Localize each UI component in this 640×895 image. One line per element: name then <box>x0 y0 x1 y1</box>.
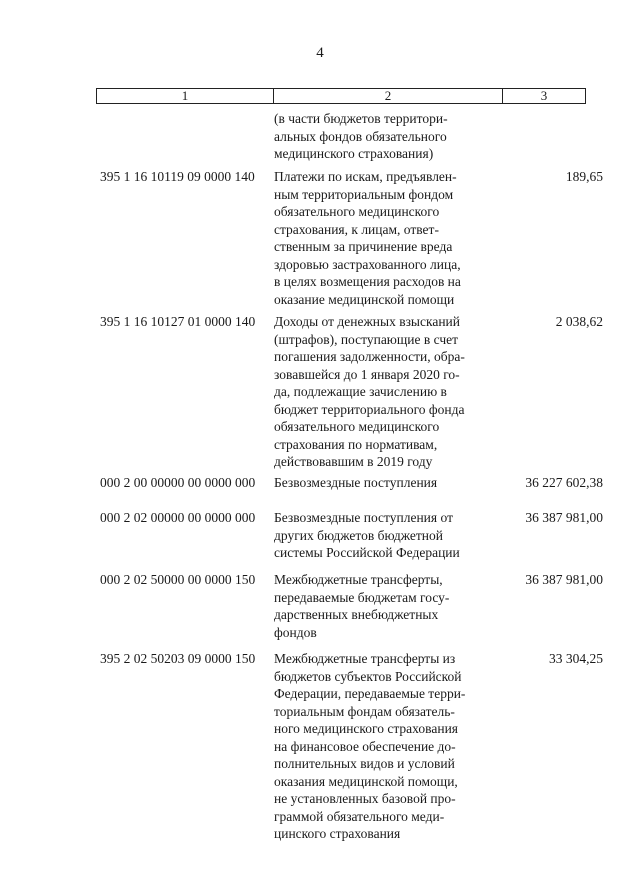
description-line: Федерации, передаваемые терри- <box>274 686 466 701</box>
description-line: Межбюджетные трансферты, <box>274 572 443 587</box>
description-line: (в части бюджетов территори- <box>274 111 448 126</box>
description-line: да, подлежащие зачислению в <box>274 384 447 399</box>
budget-code: 000 2 02 50000 00 0000 150 <box>100 572 256 587</box>
income-description <box>274 313 506 471</box>
amount-value: 2 038,62 <box>555 314 603 329</box>
description-line: медицинского страхования) <box>274 146 434 161</box>
income-description <box>274 168 506 308</box>
description-line: альных фондов обязательного <box>274 128 447 144</box>
description-line: цинского страхования <box>274 826 401 841</box>
description-line: Доходы от денежных взысканий <box>274 314 460 329</box>
description-line: обязательного медицинского <box>274 419 440 434</box>
description-line: ного медицинского страхования <box>274 721 458 736</box>
description-line: Безвозмездные поступления <box>274 475 438 490</box>
amount-value: 36 227 602,38 <box>525 475 603 490</box>
description-line: бюджет территориального фонда <box>274 401 465 417</box>
income-description <box>274 509 506 562</box>
description-line: ным территориальным фондом <box>274 186 454 202</box>
description-line: ственным за причинение вреда <box>274 239 453 254</box>
income-description <box>274 110 506 163</box>
description-line: на финансовое обеспечение до- <box>274 738 456 754</box>
amount-value: 36 387 981,00 <box>525 572 603 587</box>
description-line: страхования, к лицам, ответ- <box>274 221 439 237</box>
income-description <box>274 474 506 492</box>
description-line: ториальным фондам обязатель- <box>274 703 455 719</box>
income-description <box>274 650 506 843</box>
budget-code: 000 2 00 00000 00 0000 000 <box>100 475 256 490</box>
description-line: (штрафов), поступающие в счет <box>274 331 459 347</box>
description-line: зовавшейся до 1 января 2020 го- <box>274 366 460 382</box>
column-header-1: 1 <box>97 89 274 104</box>
description-line: страхования по нормативам, <box>274 436 438 452</box>
budget-code: 395 1 16 10119 09 0000 140 <box>100 169 255 184</box>
budget-code: 000 2 02 00000 00 0000 000 <box>100 510 256 525</box>
description-line: бюджетов субъектов Российской <box>274 668 462 684</box>
description-line: передаваемые бюджетам госу- <box>274 589 450 605</box>
description-line: действовавшим в 2019 году <box>274 454 433 469</box>
budget-code: 395 2 02 50203 09 0000 150 <box>100 651 256 666</box>
description-line: системы Российской Федерации <box>274 545 460 560</box>
description-line: не установленных базовой про- <box>274 791 456 806</box>
amount-value: 189,65 <box>565 169 603 184</box>
description-line: обязательного медицинского <box>274 204 440 219</box>
budget-code: 395 1 16 10127 01 0000 140 <box>100 314 256 329</box>
description-line: здоровью застрахованного лица, <box>274 256 461 272</box>
amount-value: 36 387 981,00 <box>525 510 603 525</box>
description-line: погашения задолженности, обра- <box>274 349 465 364</box>
description-line: Межбюджетные трансферты из <box>274 651 456 666</box>
description-line: других бюджетов бюджетной <box>274 527 443 543</box>
amount-value: 33 304,25 <box>549 651 603 666</box>
income-description <box>274 571 506 641</box>
column-header-3: 3 <box>503 89 586 104</box>
description-line: оказание медицинской помощи <box>274 291 455 307</box>
column-header-table <box>96 88 586 104</box>
description-line: оказания медицинской помощи, <box>274 773 458 789</box>
page-number: 4 <box>316 45 324 61</box>
column-header-2: 2 <box>274 89 503 104</box>
description-line: Платежи по искам, предъявлен- <box>274 169 457 184</box>
description-line: полнительных видов и условий <box>274 756 455 771</box>
description-line: граммой обязательного меди- <box>274 808 445 824</box>
description-line: фондов <box>274 624 317 640</box>
description-line: в целях возмещения расходов на <box>274 274 461 289</box>
description-line: дарственных внебюджетных <box>274 607 439 622</box>
description-line: Безвозмездные поступления от <box>274 510 453 525</box>
